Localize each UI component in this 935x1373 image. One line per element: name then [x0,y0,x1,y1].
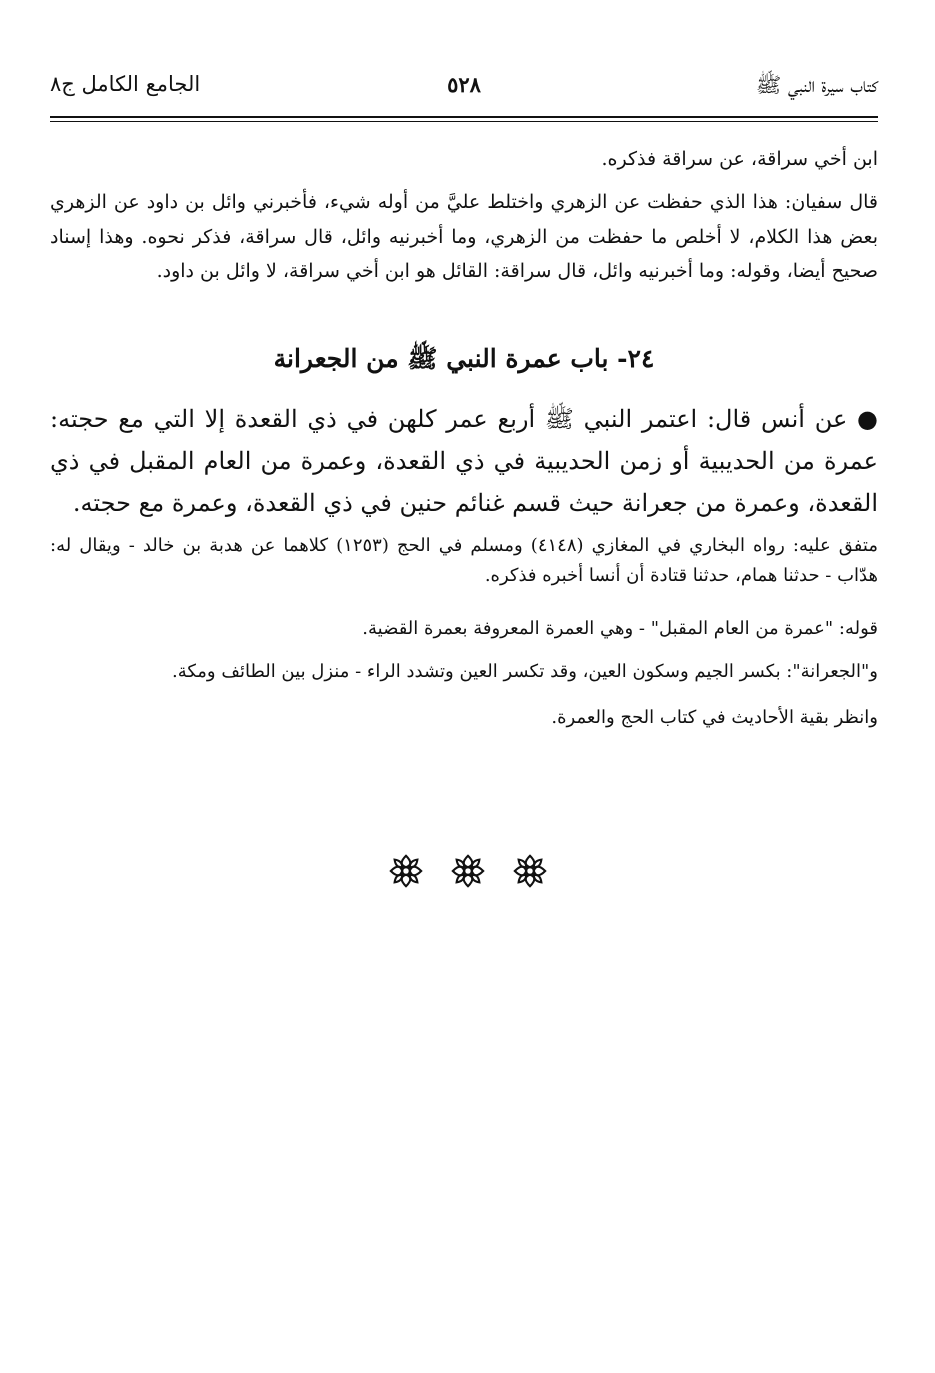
flower-ornament-icon [449,852,487,890]
flower-ornament-icon [387,852,425,890]
section-end-ornaments [0,852,935,890]
explanation-note: قوله: "عمرة من العام المقبل" - وهي العمرة المعروفة بعمرة القضية. [362,618,878,639]
continuation-line: ابن أخي سراقة، عن سراقة فذكره. [601,148,878,170]
jirana-note: و"الجعرانة": بكسر الجيم وسكون العين، وقد تكسر العين وتشدد الراء - منزل بين الطائف ومكة. [171,661,878,682]
page-number: ٥٢٨ [447,72,481,97]
reference-note: وانظر بقية الأحاديث في كتاب الحج والعمرة. [551,707,878,728]
hadith-text: ● عن أنس قال: اعتمر النبي ﷺ أربع عمر كلهن في ذي القعدة إلا التي مع حجته: عمرة من الحديبية أو زمن الحديبية في ذي القعدة، وعمرة من العام المقبل في ذي القعدة، وعمرة من جعرانة حيث قسم غنائم حنين في ذي القعدة، وعمرة مع حجته. [50,405,878,517]
continuation-paragraph: قال سفيان: هذا الذي حفظت عن الزهري واختلط عليَّ من أوله شيء، فأخبرني وائل بن داود عن الزهري بعض هذا الكلام، لا أخلص ما حفظت من الزهري، وما أخبرنيه وائل، قال سراقة، فذكر نحوه. وهذا إسناد صحيح أيضا، وقوله: وما أخبرنيه وائل، قال سراقة: القائل هو ابن أخي سراقة، لا وائل بن داود. [50,191,878,282]
volume-title: الجامع الكامل ج٨ [50,72,201,96]
takhrij-note: متفق عليه: رواه البخاري في المغازي (٤١٤٨) ومسلم في الحج (١٢٥٣) كلاهما عن هدبة بن خالد - ويقال له: هدّاب - حدثنا همام، حدثنا قتادة أن أنسا أخبره فذكره. [50,535,878,586]
header-rule-thick [50,116,878,118]
flower-ornament-icon [511,852,549,890]
section-heading: ٢٤- باب عمرة النبي ﷺ من الجعرانة [273,344,655,373]
header-rule-thin [50,121,878,122]
book-title: كتاب سيرة النبي ﷺ [755,73,878,97]
running-header [50,70,878,106]
